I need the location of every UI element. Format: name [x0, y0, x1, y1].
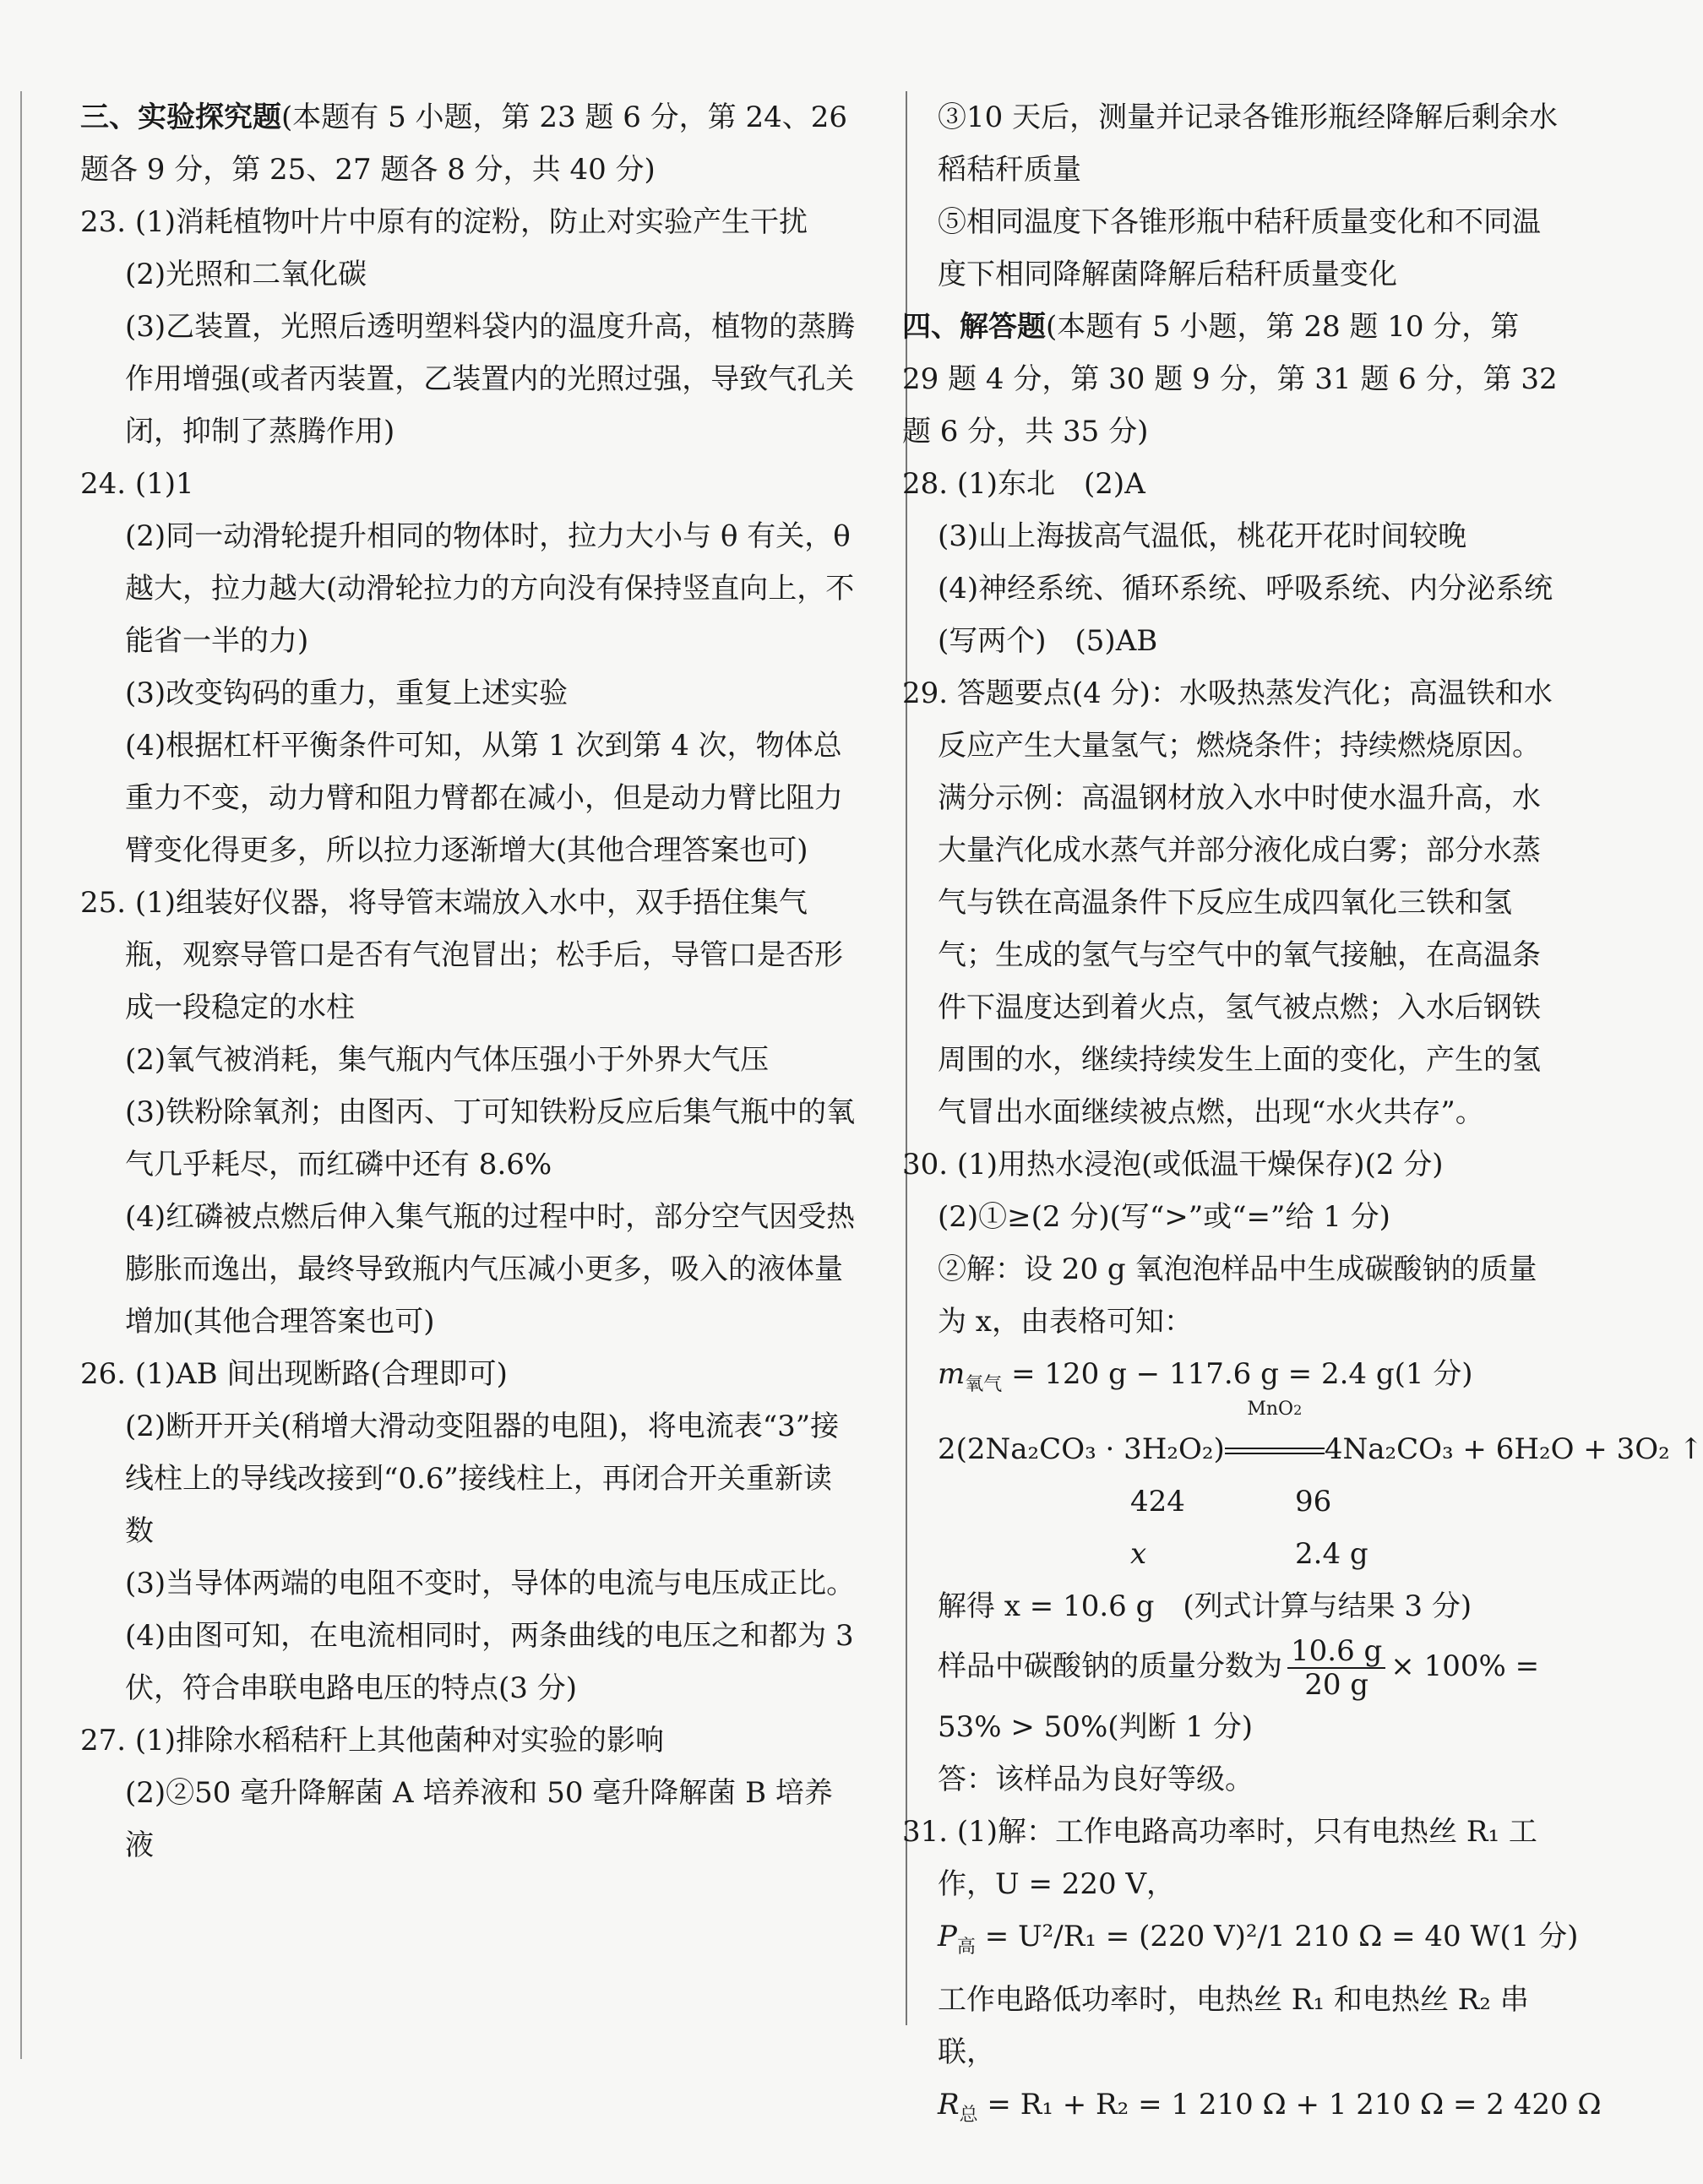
resistance-subscript: 总	[959, 2105, 978, 2126]
q30-part1: 30. (1)用热水浸泡(或低温干燥保存)(2 分)	[902, 1148, 1444, 1182]
equation-reactants: 2(2Na₂CO₃ · 3H₂O₂)	[938, 1432, 1225, 1466]
known-mass: 2.4 g	[1295, 1537, 1368, 1571]
q23-part1: 23. (1)消耗植物叶片中原有的淀粉，防止对实验产生干扰	[80, 205, 808, 239]
power-subscript: 高	[956, 1937, 976, 1958]
q30-mass-row	[938, 1475, 1563, 1528]
equals-arrow-icon	[1225, 1448, 1325, 1454]
reaction-arrow	[1225, 1399, 1325, 1475]
section-3-note: (本题有 5 小题，第 23 题 6 分，第 24、26 题各 9 分，第 25、27 题各 8 分，共 40 分)	[80, 101, 847, 187]
q26-part1: 26. (1)AB 间出现断路(合理即可)	[80, 1357, 508, 1391]
fraction-prefix: 样品中碳酸钠的质量分数为	[938, 1649, 1282, 1683]
q27-step3: ③10 天后，测量并记录各锥形瓶经降解后剩余水稻秸秆质量	[938, 101, 1559, 187]
fraction-denominator: 20 g	[1304, 1668, 1369, 1702]
q29-example: 满分示例：高温钢材放入水中时使水温升高，水大量汽化成水蒸气并部分液化成白雾；部分水蒸气与铁在高温条件下反应生成四氧化三铁和氢气；生成的氢气与空气中的氧气接触，在高温条件下温度达到着火点，氢气被点燃；入水后钢铁周围的水，继续持续发生上面的变化，产生的氢气冒出水面继续被点燃，出现“水火共存”。	[938, 781, 1541, 1129]
q23-part2: (2)光照和二氧化碳	[125, 258, 367, 291]
q30-fraction-line	[938, 1633, 1563, 1701]
q30-var-row	[938, 1528, 1563, 1580]
mass-subscript: 氧气	[965, 1374, 1003, 1395]
q28-part1: 28. (1)东北 (2)A	[902, 467, 1145, 501]
q30-solve: 解得 x = 10.6 g (列式计算与结果 3 分)	[938, 1589, 1472, 1623]
q25-part4: (4)红磷被点燃后伸入集气瓶的过程中时，部分空气因受热膨胀而逸出，最终导致瓶内气压减小更多，吸入的液体量增加(其他合理答案也可)	[125, 1200, 856, 1339]
right-column	[902, 91, 1703, 2142]
resistance-symbol: R	[938, 2088, 960, 2122]
q25-part2: (2)氧气被消耗，集气瓶内气体压强小于外界大气压	[125, 1043, 770, 1077]
q25-part3: (3)铁粉除氧剂；由图丙、丁可知铁粉反应后集气瓶中的氧气几乎耗尽，而红磷中还有 8.6%	[125, 1095, 856, 1182]
catalyst-name: MnO	[1247, 1399, 1294, 1420]
q24-part4: (4)根据杠杆平衡条件可知，从第 1 次到第 4 次，物体总重力不变，动力臂和阻力臂都在减小，但是动力臂比阻力臂变化得更多，所以拉力逐渐增大(其他合理答案也可)	[125, 729, 843, 867]
q27-part1: 27. (1)排除水稻秸秆上其他菌种对实验的影响	[80, 1724, 665, 1758]
mass-symbol: m	[938, 1357, 966, 1391]
q27-step5: ⑤相同温度下各锥形瓶中秸秆质量变化和不同温度下相同降解菌降解后秸秆质量变化	[938, 205, 1541, 291]
section-4-title: 四、解答题	[902, 310, 1046, 344]
q31-total-resistance	[938, 2078, 1602, 2142]
q24-part3: (3)改变钩码的重力，重复上述实验	[125, 676, 569, 710]
section-3-heading	[80, 91, 857, 196]
catalyst-label	[1247, 1399, 1302, 1421]
section-4-note: (本题有 5 小题，第 28 题 10 分，第 29 题 4 分，第 30 题 9 分，第 31 题 6 分，第 32 题 6 分，共 35 分)	[902, 310, 1558, 448]
left-column	[80, 91, 857, 1872]
fraction-numerator: 10.6 g	[1287, 1635, 1385, 1669]
q30-part2: (2)①≥(2 分)(写“>”或“=”给 1 分)	[938, 1200, 1390, 1234]
q30-part2-solution: ②解：设 20 g 氧泡泡样品中生成碳酸钠的质量为 x，由表格可知：	[938, 1252, 1537, 1339]
resistance-calculation: = R₁ + R₂ = 1 210 Ω + 1 210 Ω = 2 420 Ω	[977, 2088, 1602, 2122]
q31-low-power: 工作电路低功率时，电热丝 R₁ 和电热丝 R₂ 串联，	[938, 1983, 1529, 2069]
q31-part1: 31. (1)解：工作电路高功率时，只有电热丝 R₁ 工作，U = 220 V，	[902, 1815, 1537, 1901]
fraction-suffix: × 100% =	[1390, 1649, 1540, 1683]
left-margin-rule	[20, 91, 22, 2059]
q31-power-high	[938, 1910, 1579, 1974]
q24-part2: (2)同一动滑轮提升相同的物体时，拉力大小与 θ 有关，θ 越大，拉力越大(动滑轮拉力的方向没有保持竖直向上，不能省一半的力)	[125, 519, 855, 658]
q26-part3: (3)当导体两端的电阻不变时，导体的电流与电压成正比。	[125, 1567, 856, 1600]
q25-part1: 25. (1)组装好仪器，将导管末端放入水中，双手捂住集气瓶，观察导管口是否有气泡冒出；松手后，导管口是否形成一段稳定的水柱	[80, 886, 843, 1024]
q28-part4: (4)神经系统、循环系统、呼吸系统、内分泌系统(写两个) (5)AB	[938, 572, 1553, 658]
q27-part2: (2)②50 毫升降解菌 A 培养液和 50 毫升降解菌 B 培养液	[125, 1776, 833, 1862]
q29-points: 29. 答题要点(4 分)：水吸热蒸发汽化；高温铁和水反应产生大量氢气；燃烧条件；持续燃烧原因。	[902, 676, 1553, 763]
q26-part2: (2)断开开关(稍增大滑动变阻器的电阻)，将电流表“3”接线柱上的导线改接到“0.6”接线柱上，再闭合开关重新读数	[125, 1410, 840, 1548]
unknown-x: x	[1130, 1537, 1147, 1571]
q24-part1: 24. (1)1	[80, 467, 194, 501]
equation-products: 4Na₂CO₃ + 6H₂O + 3O₂ ↑	[1324, 1432, 1703, 1466]
q26-part4: (4)由图可知，在电流相同时，两条曲线的电压之和都为 3 伏，符合串联电路电压的特点(3 分)	[125, 1619, 854, 1705]
q30-judge: 53% > 50%(判断 1 分)	[938, 1710, 1254, 1744]
mass-calculation: = 120 g − 117.6 g = 2.4 g(1 分)	[1002, 1357, 1473, 1391]
molar-mass-right: 96	[1295, 1485, 1332, 1518]
catalyst-subscript: 2	[1293, 1402, 1303, 1418]
mass-fraction	[1287, 1635, 1385, 1701]
section-3-title: 三、实验探究题	[80, 101, 281, 134]
section-4-heading	[902, 301, 1563, 458]
q23-part3: (3)乙装置，光照后透明塑料袋内的温度升高，植物的蒸腾作用增强(或者丙装置，乙装置内的光照过强，导致气孔关闭，抑制了蒸腾作用)	[125, 310, 856, 448]
q30-equation	[938, 1399, 1703, 1475]
power-symbol: P	[938, 1920, 957, 1953]
q30-answer: 答：该样品为良好等级。	[938, 1763, 1254, 1796]
q28-part3: (3)山上海拔高气温低，桃花开花时间较晚	[938, 519, 1467, 553]
molar-mass-left: 424	[1130, 1485, 1185, 1518]
power-calculation: = U²/R₁ = (220 V)²/1 210 Ω = 40 W(1 分)	[975, 1920, 1579, 1953]
